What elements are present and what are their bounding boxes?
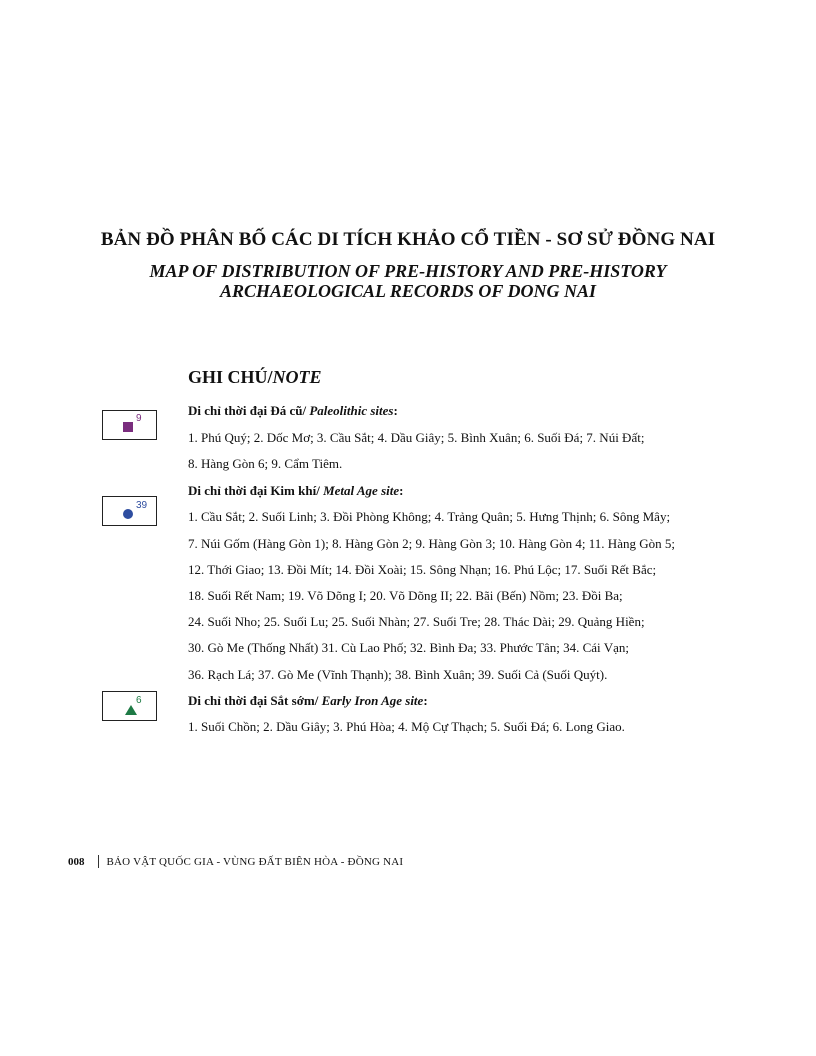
page-subtitle <box>0 261 816 301</box>
site-list-line: 18. Suối Rết Nam; 19. Võ Dõng I; 20. Võ Dõng II; 22. Bãi (Bến) Nồm; 23. Đồi Ba; <box>188 588 623 603</box>
category-heading-vn: Di chỉ thời đại Đá cũ/ <box>188 403 310 418</box>
legend-box-early-iron-age <box>102 691 157 721</box>
category-heading-end: : <box>399 483 404 498</box>
category-heading-vn: Di chỉ thời đại Kim khí/ <box>188 483 324 498</box>
circle-icon <box>123 509 133 519</box>
site-list-line: 1. Suối Chồn; 2. Dầu Giây; 3. Phú Hòa; 4. Mộ Cự Thạch; 5. Suối Đá; 6. Long Giao. <box>188 719 625 734</box>
footer-divider <box>98 855 99 868</box>
category-heading-paleolithic <box>188 403 398 419</box>
site-list-line: 8. Hàng Gòn 6; 9. Cẩm Tiêm. <box>188 456 343 471</box>
triangle-icon <box>125 705 137 715</box>
page-title: BẢN ĐỒ PHÂN BỐ CÁC DI TÍCH KHẢO CỔ TIỀN - SƠ SỬ ĐỒNG NAI <box>100 229 716 250</box>
site-list-line: 12. Thới Giao; 13. Đồi Mít; 14. Đồi Xoài; 15. Sông Nhạn; 16. Phú Lộc; 17. Suối Rết Bắc; <box>188 562 657 577</box>
note-heading <box>188 367 322 388</box>
category-heading-end: : <box>393 403 398 418</box>
legend-box-paleolithic <box>102 410 157 440</box>
subtitle-line-1: MAP OF DISTRIBUTION OF PRE-HISTORY AND PRE-HISTORY <box>149 261 667 281</box>
legend-box-metal-age <box>102 496 157 526</box>
legend-count: 9 <box>136 413 142 424</box>
category-heading-end: : <box>423 693 428 708</box>
site-list-line: 7. Núi Gốm (Hàng Gòn 1); 8. Hàng Gòn 2; 9. Hàng Gòn 3; 10. Hàng Gòn 4; 11. Hàng Gòn 5; <box>188 536 675 551</box>
subtitle-line-2: ARCHAEOLOGICAL RECORDS OF DONG NAI <box>219 281 597 301</box>
site-list-line: 24. Suối Nho; 25. Suối Lu; 25. Suối Nhàn; 27. Suối Tre; 28. Thác Dài; 29. Quảng Hiền; <box>188 614 645 629</box>
page-number: 008 <box>68 855 85 868</box>
site-list-line: 1. Cầu Sắt; 2. Suối Linh; 3. Đồi Phòng Không; 4. Trảng Quân; 5. Hưng Thịnh; 6. Sông Mây; <box>188 509 671 524</box>
legend-count: 39 <box>136 500 148 511</box>
category-heading-en: Paleolithic sites <box>309 403 394 418</box>
category-heading-vn: Di chỉ thời đại Sắt sớm/ <box>188 693 322 708</box>
footer-text: BẢO VẬT QUỐC GIA - VÙNG ĐẤT BIÊN HÒA - ĐỒNG NAI <box>106 855 404 868</box>
note-heading-en: NOTE <box>272 367 322 387</box>
page-footer <box>68 855 403 868</box>
site-list-line: 36. Rạch Lá; 37. Gò Me (Vĩnh Thạnh); 38. Bình Xuân; 39. Suối Cả (Suối Quýt). <box>188 667 608 682</box>
category-heading-metal-age <box>188 483 403 499</box>
category-heading-early-iron-age <box>188 693 428 709</box>
note-heading-vn: GHI CHÚ/ <box>188 367 273 387</box>
site-list-line: 30. Gò Me (Thống Nhất) 31. Cù Lao Phố; 32. Bình Đa; 33. Phước Tân; 34. Cái Vạn; <box>188 640 629 655</box>
category-heading-en: Early Iron Age site <box>321 693 424 708</box>
site-list-line: 1. Phú Quý; 2. Dốc Mơ; 3. Cầu Sắt; 4. Dầu Giây; 5. Bình Xuân; 6. Suối Đá; 7. Núi Đất; <box>188 430 645 445</box>
square-icon <box>123 422 133 432</box>
legend-count: 6 <box>136 695 142 706</box>
category-heading-en: Metal Age site <box>323 483 400 498</box>
